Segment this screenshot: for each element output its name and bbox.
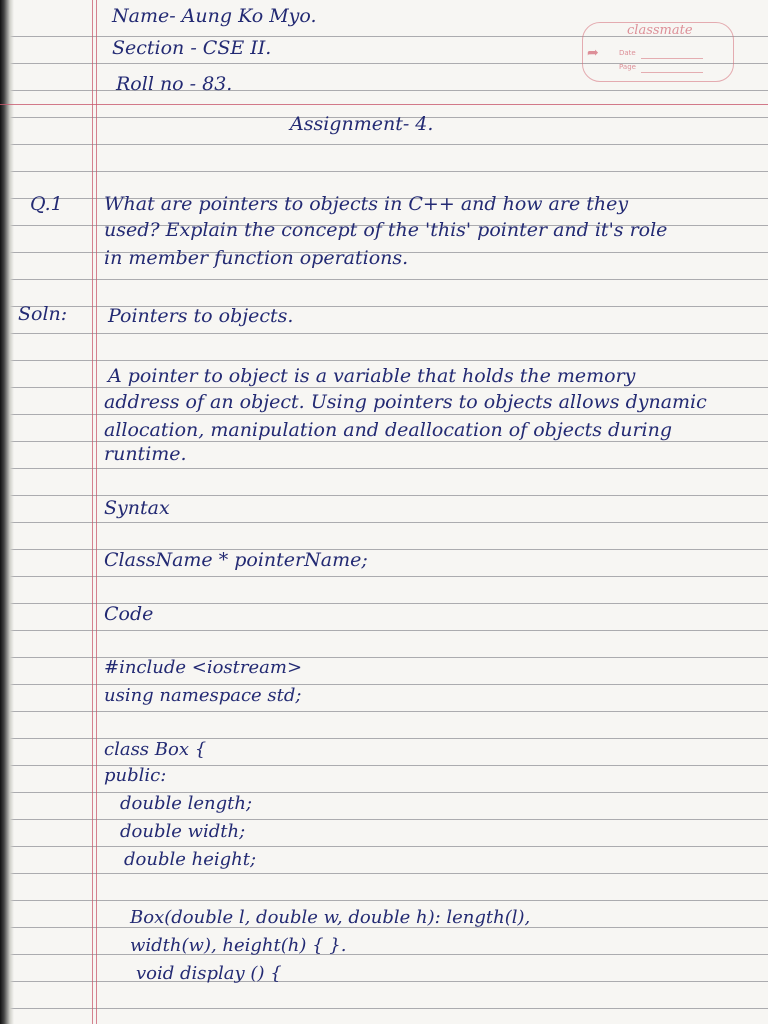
code-line: double height; [124, 849, 257, 870]
stamp-date-label: Date [619, 49, 636, 57]
paragraph-line: allocation, manipulation and deallocation of objects during [104, 419, 673, 441]
header-rule [0, 104, 768, 105]
paragraph-line: runtime. [104, 443, 187, 465]
question-line: in member function operations. [104, 247, 409, 269]
student-roll: Roll no - 83. [116, 73, 233, 95]
code-line: class Box { [104, 739, 207, 760]
paragraph-line: A pointer to object is a variable that holds the memory [108, 365, 636, 387]
solution-label: Soln: [18, 303, 68, 325]
classmate-stamp [582, 22, 734, 82]
syntax-text: ClassName * pointerName; [104, 549, 368, 571]
stamp-page-label: Page [619, 63, 636, 71]
student-name: Name- Aung Ko Myo. [112, 5, 317, 27]
code-line: void display () { [136, 963, 282, 984]
question-label: Q.1 [30, 193, 63, 215]
code-line: double length; [120, 793, 253, 814]
stamp-date-rule [641, 58, 703, 59]
stamp-arrow-icon: ➦ [587, 45, 599, 61]
stamp-brand: classmate [627, 23, 693, 38]
margin-line-outer [92, 0, 93, 1024]
code-line: width(w), height(h) { }. [130, 935, 347, 956]
paragraph-line: address of an object. Using pointers to objects allows dynamic [104, 391, 707, 413]
student-section: Section - CSE II. [112, 37, 272, 59]
code-line: public: [104, 765, 167, 786]
page-binding-edge [0, 0, 14, 1024]
code-line: #include <iostream> [104, 657, 303, 678]
assignment-title: Assignment- 4. [290, 113, 434, 135]
code-line: double width; [120, 821, 246, 842]
margin-line-inner [96, 0, 97, 1024]
syntax-label: Syntax [104, 497, 170, 519]
solution-heading: Pointers to objects. [108, 305, 294, 327]
question-line: used? Explain the concept of the 'this' pointer and it's role [104, 219, 668, 241]
code-label: Code [104, 603, 154, 625]
question-line: What are pointers to objects in C++ and how are they [104, 193, 629, 215]
code-line: using namespace std; [104, 685, 302, 706]
stamp-page-rule [641, 72, 703, 73]
code-line: Box(double l, double w, double h): length(l), [130, 907, 531, 928]
